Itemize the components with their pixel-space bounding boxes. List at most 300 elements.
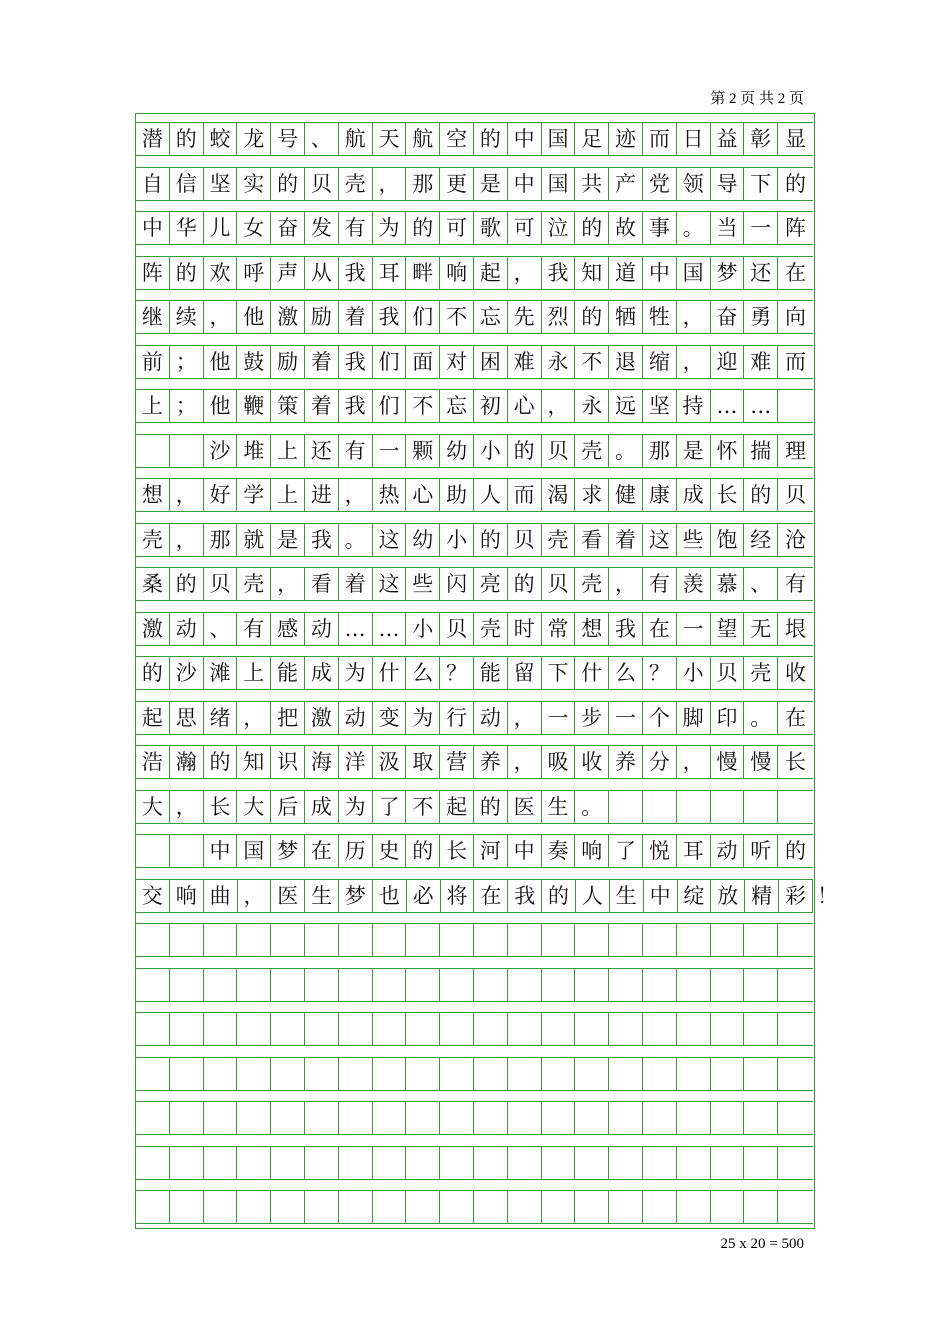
- grid-cell: 什: [575, 657, 609, 689]
- grid-cell: 桑: [136, 568, 170, 600]
- grid-cell: 壳: [744, 657, 778, 689]
- grid-cell: 生: [305, 880, 339, 912]
- grid-cell: 这: [373, 568, 407, 600]
- grid-cell: 难: [508, 346, 542, 378]
- grid-cell: [271, 924, 305, 956]
- grid-cell: 浩: [136, 746, 170, 778]
- grid-row: [136, 567, 813, 601]
- grid-cell: 永: [575, 390, 609, 422]
- grid-cell: 小: [440, 524, 474, 556]
- grid-cell: 壳: [237, 568, 271, 600]
- grid-cell: [440, 969, 474, 1001]
- grid-cell: [136, 1058, 170, 1090]
- grid-cell: [677, 1058, 711, 1090]
- grid-cell: [609, 1058, 643, 1090]
- grid-cell: 信: [170, 168, 204, 200]
- grid-cell: [440, 1191, 474, 1223]
- grid-cell: 什: [373, 657, 407, 689]
- grid-cell: [136, 435, 170, 467]
- grid-cell: 贝: [542, 435, 576, 467]
- grid-cell: 营: [440, 746, 474, 778]
- grid-cell: 起: [440, 791, 474, 823]
- grid-cell: 成: [305, 657, 339, 689]
- grid-cell: [305, 1147, 339, 1179]
- grid-cell: 听: [744, 835, 778, 867]
- grid-cell: [643, 1102, 677, 1134]
- grid-cell: [575, 1147, 609, 1179]
- grid-row: [136, 656, 813, 690]
- grid-cell: 中: [508, 168, 542, 200]
- grid-cell: 看: [305, 568, 339, 600]
- grid-cell: [744, 1147, 778, 1179]
- grid-cell: [542, 1058, 576, 1090]
- grid-cell: [711, 924, 745, 956]
- grid-cell: ；: [170, 346, 204, 378]
- grid-cell: 实: [237, 168, 271, 200]
- grid-cell: 那: [204, 524, 238, 556]
- grid-cell: [204, 1191, 238, 1223]
- grid-cell: 迎: [711, 346, 745, 378]
- page-number-label: 第 2 页 共 2 页: [710, 91, 804, 107]
- grid-cell: [575, 1191, 609, 1223]
- grid-cell: 的: [170, 568, 204, 600]
- grid-cell: [305, 1102, 339, 1134]
- grid-cell: 足: [575, 123, 609, 155]
- grid-cell: ，: [170, 791, 204, 823]
- grid-cell: 的: [136, 657, 170, 689]
- grid-cell: 中: [508, 835, 542, 867]
- grid-cell: [373, 924, 407, 956]
- grid-cell: [474, 969, 508, 1001]
- grid-cell: 们: [406, 301, 440, 333]
- grid-cell: ，: [677, 346, 711, 378]
- grid-cell: [170, 1058, 204, 1090]
- grid-cell: 蛟: [204, 123, 238, 155]
- grid-cell: [305, 1058, 339, 1090]
- grid-cell: [643, 1191, 677, 1223]
- grid-cell: 共: [575, 168, 609, 200]
- grid-cell: [609, 969, 643, 1001]
- grid-cell: 成: [305, 791, 339, 823]
- grid-row: [136, 701, 813, 735]
- grid-cell: [339, 1147, 373, 1179]
- grid-cell: [677, 1102, 711, 1134]
- grid-cell: 小: [677, 657, 711, 689]
- grid-cell: [440, 1147, 474, 1179]
- grid-cell: [136, 924, 170, 956]
- grid-cell: 我: [373, 301, 407, 333]
- grid-cell: 奏: [542, 835, 576, 867]
- grid-cell: [609, 1191, 643, 1223]
- grid-cell: 勇: [744, 301, 778, 333]
- grid-cell: 中: [204, 835, 238, 867]
- grid-cell: [136, 1191, 170, 1223]
- grid-cell: [778, 969, 813, 1001]
- grid-cell: 贝: [204, 568, 238, 600]
- grid-cell: 在: [785, 260, 807, 285]
- grid-row: [136, 300, 813, 334]
- grid-cell: [508, 1102, 542, 1134]
- grid-cell: [271, 1191, 305, 1223]
- grid-cell: [170, 969, 204, 1001]
- grid-cell: [542, 924, 576, 956]
- grid-cell: 耳: [373, 257, 407, 289]
- grid-cell: 发: [305, 212, 339, 244]
- grid-row: [136, 1101, 813, 1135]
- grid-cell: [744, 1102, 778, 1134]
- grid-cell: 、: [305, 123, 339, 155]
- grid-cell: [575, 924, 609, 956]
- grid-cell: 耳: [677, 835, 711, 867]
- grid-cell: [204, 969, 238, 1001]
- grid-cell: 呼: [237, 257, 271, 289]
- grid-cell: 我: [508, 880, 542, 912]
- grid-cell: 声: [271, 257, 305, 289]
- grid-cell: [677, 1013, 711, 1045]
- grid-cell: [643, 924, 677, 956]
- grid-cell: ，: [238, 880, 272, 912]
- grid-cell: 收: [575, 746, 609, 778]
- grid-cell: 的: [542, 880, 576, 912]
- grid-cell: 导: [711, 168, 745, 200]
- grid-cell: 续: [170, 301, 204, 333]
- grid-cell: 能: [474, 657, 508, 689]
- grid-cell: 他: [204, 390, 238, 422]
- grid-cell: [170, 1191, 204, 1223]
- grid-cell: [778, 1102, 813, 1134]
- grid-cell: 有: [785, 572, 807, 596]
- grid-cell: 沙: [170, 657, 204, 689]
- grid-cell: [677, 1191, 711, 1223]
- grid-cell: [373, 1102, 407, 1134]
- grid-cell: 从: [305, 257, 339, 289]
- grid-cell: 是: [677, 435, 711, 467]
- grid-cell: 动: [305, 613, 339, 645]
- grid-cell: ，: [508, 746, 542, 778]
- grid-cell: 无: [744, 613, 778, 645]
- grid-cell: 他: [237, 301, 271, 333]
- grid-cell: 揣: [744, 435, 778, 467]
- grid-cell: 精: [745, 880, 779, 912]
- grid-cell: [237, 1058, 271, 1090]
- grid-cell: 为: [339, 657, 373, 689]
- grid-cell: 泣: [542, 212, 576, 244]
- grid-cell: [339, 1191, 373, 1223]
- grid-cell: 响: [170, 880, 204, 912]
- grid-cell: 烈: [542, 301, 576, 333]
- grid-cell: 的: [406, 212, 440, 244]
- grid-cell: 。: [677, 212, 711, 244]
- grid-cell: 潜: [136, 123, 170, 155]
- grid-cell: [406, 1058, 440, 1090]
- grid-cell: [778, 1147, 813, 1179]
- grid-cell: 幼: [406, 524, 440, 556]
- grid-cell: [575, 969, 609, 1001]
- grid-cell: [170, 835, 204, 867]
- grid-cell: 退: [609, 346, 643, 378]
- grid-cell: 慕: [711, 568, 745, 600]
- grid-cell: 颗: [406, 435, 440, 467]
- grid-cell: 吸: [542, 746, 576, 778]
- grid-cell: 望: [711, 613, 745, 645]
- grid-cell: [474, 1191, 508, 1223]
- grid-cell: 沧: [785, 527, 807, 552]
- grid-cell: [643, 1013, 677, 1045]
- grid-cell: 留: [508, 657, 542, 689]
- grid-cell: 忘: [440, 390, 474, 422]
- grid-cell: 小: [474, 435, 508, 467]
- grid-cell: 华: [170, 212, 204, 244]
- grid-cell: 有: [339, 212, 373, 244]
- grid-cell: 。: [609, 435, 643, 467]
- grid-cell: ，: [170, 479, 204, 511]
- grid-cell: 为: [406, 702, 440, 734]
- grid-cell: 前: [136, 346, 170, 378]
- grid-cell: 闪: [440, 568, 474, 600]
- grid-cell: 坚: [643, 390, 677, 422]
- grid-cell: 好: [204, 479, 238, 511]
- grid-cell: 永: [542, 346, 576, 378]
- grid-cell: 大: [237, 791, 271, 823]
- grid-cell: 思: [170, 702, 204, 734]
- grid-cell: 个: [643, 702, 677, 734]
- grid-cell: [271, 1013, 305, 1045]
- grid-cell: [508, 1147, 542, 1179]
- grid-cell: [204, 1058, 238, 1090]
- grid-cell: …: [744, 390, 778, 422]
- grid-cell: 知: [575, 257, 609, 289]
- grid-cell: 龙: [237, 123, 271, 155]
- grid-row: [136, 834, 813, 868]
- grid-row: [136, 1012, 813, 1046]
- grid-cell: 鼓: [237, 346, 271, 378]
- grid-cell: 人: [576, 880, 610, 912]
- grid-cell: 就: [237, 524, 271, 556]
- grid-cell: 上: [237, 657, 271, 689]
- grid-cell: [508, 1058, 542, 1090]
- grid-cell: [440, 924, 474, 956]
- grid-cell: 脚: [677, 702, 711, 734]
- grid-cell: 天: [373, 123, 407, 155]
- grid-cell: 着: [339, 568, 373, 600]
- grid-cell: 动: [474, 702, 508, 734]
- grid-cell: [643, 1147, 677, 1179]
- grid-cell: 健: [609, 479, 643, 511]
- grid-cell: [542, 969, 576, 1001]
- grid-cell: 能: [271, 657, 305, 689]
- grid-cell: [508, 924, 542, 956]
- grid-cell: 分: [643, 746, 677, 778]
- grid-cell: 一: [373, 435, 407, 467]
- grid-cell: 奋: [271, 212, 305, 244]
- grid-cell: [609, 1013, 643, 1045]
- grid-cell: [373, 1013, 407, 1045]
- grid-row: [136, 923, 813, 957]
- grid-cell: [778, 1058, 813, 1090]
- grid-cell: 养: [609, 746, 643, 778]
- grid-cell: 把: [271, 702, 305, 734]
- grid-cell: 面: [406, 346, 440, 378]
- grid-cell: 我: [339, 346, 373, 378]
- grid-cell: 常: [542, 613, 576, 645]
- manuscript-grid: [135, 113, 838, 1229]
- grid-cell: [136, 835, 170, 867]
- grid-cell: [711, 1102, 745, 1134]
- grid-cell: 海: [305, 746, 339, 778]
- grid-cell: 励: [305, 301, 339, 333]
- grid-cell: 历: [339, 835, 373, 867]
- grid-cell: 我: [339, 257, 373, 289]
- grid-cell: 继: [136, 301, 170, 333]
- grid-cell: 策: [271, 390, 305, 422]
- grid-cell: 是: [474, 168, 508, 200]
- grid-cell: 亮: [474, 568, 508, 600]
- grid-cell: 领: [677, 168, 711, 200]
- grid-cell: [271, 969, 305, 1001]
- grid-cell: 经: [744, 524, 778, 556]
- grid-cell: 一: [744, 212, 778, 244]
- grid-cell: 、: [744, 568, 778, 600]
- grid-cell: 慢: [711, 746, 745, 778]
- grid-cell: [542, 1013, 576, 1045]
- grid-cell: 想: [575, 613, 609, 645]
- grid-cell: 畔: [406, 257, 440, 289]
- grid-cell: [711, 1191, 745, 1223]
- grid-cell: 绽: [678, 880, 712, 912]
- grid-cell: 阵: [136, 257, 170, 289]
- grid-cell: 生: [610, 880, 644, 912]
- grid-row: [136, 167, 813, 201]
- grid-cell: [305, 1013, 339, 1045]
- grid-cell: 么: [609, 657, 643, 689]
- grid-cell: 行: [440, 702, 474, 734]
- grid-cell: [744, 1058, 778, 1090]
- grid-cell: [136, 1013, 170, 1045]
- grid-cell: 热: [373, 479, 407, 511]
- grid-cell: ，: [271, 568, 305, 600]
- grid-cell: 心: [406, 479, 440, 511]
- grid-cell: ，: [609, 568, 643, 600]
- grid-cell: 起: [136, 702, 170, 734]
- grid-cell: 壳: [542, 524, 576, 556]
- grid-row: [136, 523, 813, 557]
- grid-cell: [677, 924, 711, 956]
- grid-cell: ，: [339, 479, 373, 511]
- grid-cell: [406, 924, 440, 956]
- grid-cell: 必: [407, 880, 441, 912]
- grid-cell: 鞭: [237, 390, 271, 422]
- grid-cell: [474, 1102, 508, 1134]
- grid-cell: [508, 1013, 542, 1045]
- grid-cell: [778, 791, 813, 823]
- grid-cell: [643, 1058, 677, 1090]
- grid-cell: 而: [508, 479, 542, 511]
- grid-cell: 迹: [609, 123, 643, 155]
- grid-cell: [744, 969, 778, 1001]
- grid-cell: [542, 1102, 576, 1134]
- grid-cell: 有: [339, 435, 373, 467]
- grid-cell: 阵: [785, 216, 807, 240]
- grid-cell: ，: [373, 168, 407, 200]
- grid-cell: …: [373, 613, 407, 645]
- grid-cell: 中: [644, 880, 678, 912]
- grid-cell: 而: [785, 349, 807, 374]
- grid-cell: 进: [305, 479, 339, 511]
- grid-cell: 儿: [204, 212, 238, 244]
- grid-cell: 知: [237, 746, 271, 778]
- grid-row: [136, 1190, 813, 1224]
- grid-cell: 。: [744, 702, 778, 734]
- grid-cell: 看: [575, 524, 609, 556]
- grid-row: [136, 478, 813, 512]
- grid-row: [136, 612, 813, 646]
- grid-cell: 显: [785, 127, 807, 151]
- grid-cell: 的: [170, 123, 204, 155]
- grid-cell: 的: [474, 791, 508, 823]
- grid-cell: ，: [170, 524, 204, 556]
- grid-cell: 上: [271, 435, 305, 467]
- grid-cell: 国: [542, 168, 576, 200]
- grid-cell: …: [711, 390, 745, 422]
- grid-cell: 饱: [711, 524, 745, 556]
- grid-row: [136, 1146, 813, 1180]
- grid-cell: 想: [136, 479, 170, 511]
- grid-cell: 彰: [744, 123, 778, 155]
- grid-cell: 道: [609, 257, 643, 289]
- grid-cell: 变: [373, 702, 407, 734]
- grid-cell: 他: [204, 346, 238, 378]
- grid-cell: 取: [406, 746, 440, 778]
- grid-cell: 故: [609, 212, 643, 244]
- grid-cell: 我: [542, 257, 576, 289]
- grid-cell: [237, 1147, 271, 1179]
- grid-cell: [170, 1147, 204, 1179]
- grid-cell: 羡: [677, 568, 711, 600]
- grid-cell: 彩: [779, 880, 813, 912]
- grid-cell: ，: [204, 301, 238, 333]
- grid-row: [136, 879, 838, 913]
- grid-cell: 、: [204, 613, 238, 645]
- grid-cell: 中: [508, 123, 542, 155]
- grid-cell: [542, 1191, 576, 1223]
- grid-cell: [237, 1191, 271, 1223]
- grid-cell: 中: [136, 212, 170, 244]
- grid-cell: 贝: [440, 613, 474, 645]
- grid-cell: 着: [339, 301, 373, 333]
- grid-cell: [136, 969, 170, 1001]
- grid-cell: 医: [271, 880, 305, 912]
- grid-cell: 欢: [204, 257, 238, 289]
- grid-cell: 我: [305, 524, 339, 556]
- grid-cell: [474, 1013, 508, 1045]
- grid-cell: 贝: [305, 168, 339, 200]
- grid-cell: [373, 1147, 407, 1179]
- grid-cell: [237, 924, 271, 956]
- grid-cell: 航: [406, 123, 440, 155]
- grid-cell: [711, 1058, 745, 1090]
- grid-cell: 这: [373, 524, 407, 556]
- grid-cell: 日: [677, 123, 711, 155]
- grid-cell: 康: [643, 479, 677, 511]
- grid-cell: 初: [474, 390, 508, 422]
- grid-cell: 慢: [744, 746, 778, 778]
- grid-cell: 们: [373, 346, 407, 378]
- grid-cell: 中: [643, 257, 677, 289]
- overflow-punctuation: ！: [817, 883, 838, 908]
- grid-cell: 滩: [204, 657, 238, 689]
- grid-cell: 壳: [474, 613, 508, 645]
- grid-cell: 心: [508, 390, 542, 422]
